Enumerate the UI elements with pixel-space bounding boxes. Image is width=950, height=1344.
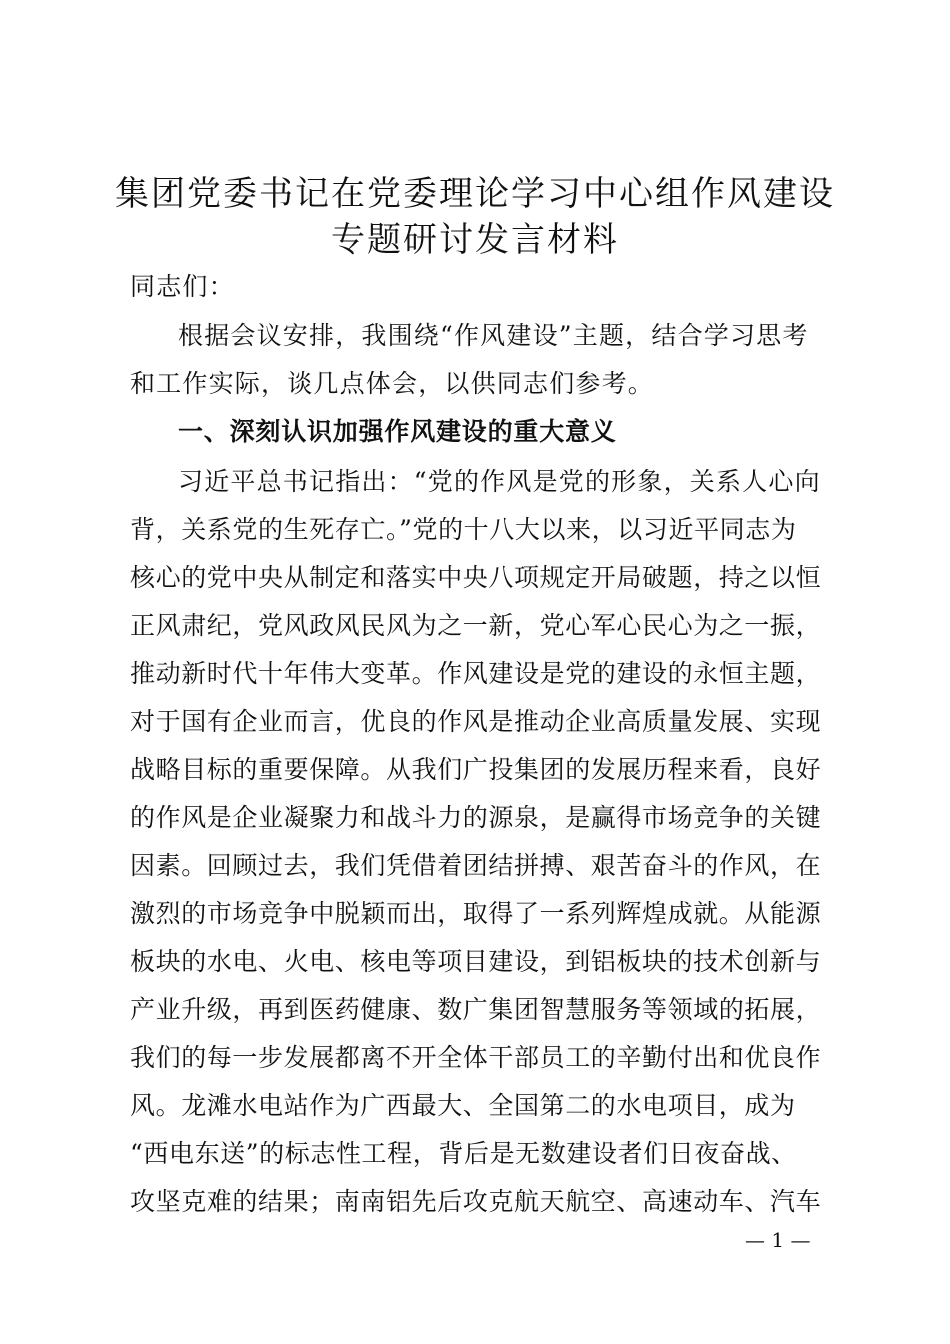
paragraph-line: 风。龙滩水电站作为广西最大、全国第二的水电项目，成为 <box>130 1091 796 1120</box>
salutation: 同志们： <box>130 272 235 301</box>
paragraph-line: 正风肃纪，党风政风民风为之一新，党心军心民心为之一振， <box>130 611 822 640</box>
page-number: — 1 — <box>745 1228 811 1252</box>
paragraph-line: 我们的每一步发展都离不开全体干部员工的辛勤付出和优良作 <box>130 1043 822 1072</box>
paragraph-line: 因素。回顾过去，我们凭借着团结拼搏、艰苦奋斗的作风，在 <box>130 851 822 880</box>
document-title-line-1: 集团党委书记在党委理论学习中心组作风建设 <box>115 174 835 214</box>
paragraph-line: 产业升级，再到医药健康、数广集团智慧服务等领域的拓展， <box>130 995 822 1024</box>
paragraph-line: 根据会议安排，我围绕“作风建设”主题，结合学习思考 <box>178 321 809 350</box>
paragraph-line: 战略目标的重要保障。从我们广投集团的发展历程来看，良好 <box>130 755 822 784</box>
paragraph-line: 激烈的市场竞争中脱颖而出，取得了一系列辉煌成就。从能源 <box>130 899 822 928</box>
paragraph-line: 对于国有企业而言，优良的作风是推动企业高质量发展、实现 <box>130 707 822 736</box>
section-heading: 一、深刻认识加强作风建设的重大意义 <box>178 417 617 446</box>
paragraph-line: 背，关系党的生死存亡。”党的十八大以来，以习近平同志为 <box>130 515 797 544</box>
paragraph-line: 核心的党中央从制定和落实中央八项规定开局破题，持之以恒 <box>130 563 822 592</box>
paragraph-line: 推动新时代十年伟大变革。作风建设是党的建设的永恒主题， <box>130 659 822 688</box>
document-title-line-2: 专题研讨发言材料 <box>331 220 619 260</box>
paragraph-line: “西电东送”的标志性工程，背后是无数建设者们日夜奋战、 <box>130 1139 797 1168</box>
paragraph-line: 板块的水电、火电、核电等项目建设，到铝板块的技术创新与 <box>130 947 822 976</box>
paragraph-line: 习近平总书记指出：“党的作风是党的形象，关系人心向 <box>178 467 821 496</box>
paragraph-line: 攻坚克难的结果；南南铝先后攻克航天航空、高速动车、汽车 <box>130 1187 822 1216</box>
paragraph-line: 和工作实际，谈几点体会，以供同志们参考。 <box>130 369 655 398</box>
paragraph-line: 的作风是企业凝聚力和战斗力的源泉，是赢得市场竞争的关键 <box>130 803 822 832</box>
